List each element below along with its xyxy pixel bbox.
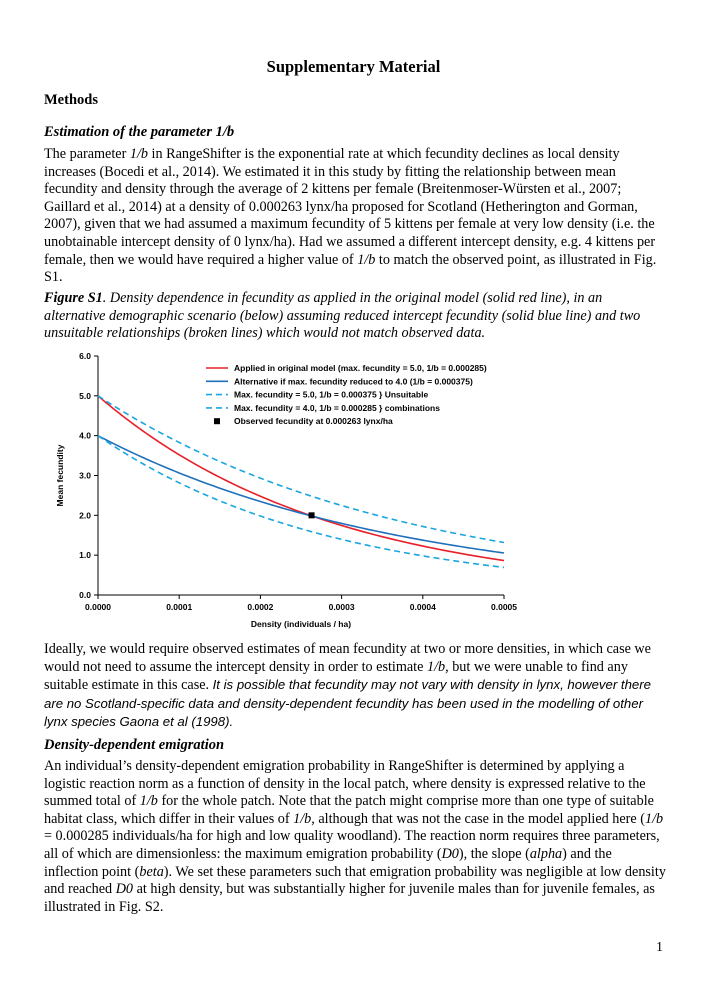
legend-label-2: Alternative if max. fecundity reduced to 4.0 (1/b = 0.000375)	[234, 376, 473, 387]
y-tick-label: 6.0	[79, 351, 91, 361]
x-tick-label: 0.0004	[409, 602, 436, 612]
section1-paragraph-2	[44, 641, 666, 732]
section1-heading: Estimation of the parameter 1/b	[44, 124, 235, 140]
text-run: It is possible that fecundity may not vary with density in lynx, however there are no Scotland-specific data and density-dependent fecundity has been used in the modelling of other lynx species Gaona et al (1998).	[44, 677, 651, 730]
series-line-2	[98, 436, 504, 553]
text-run: alpha	[529, 845, 563, 862]
series-line-4	[98, 436, 504, 568]
x-tick-label: 0.0000	[85, 602, 111, 612]
x-tick-label: 0.0002	[247, 602, 274, 612]
text-run: 1/b	[644, 810, 664, 827]
y-axis-label: Mean fecundity	[55, 444, 65, 507]
text-run: 1/b	[139, 793, 158, 810]
page-number: 1	[656, 940, 663, 955]
text-run: D0	[441, 845, 459, 862]
text-run: at high density, but was substantially higher for juvenile males than for juvenile females, as illustrated in Fig. S2.	[44, 881, 655, 915]
y-tick-label: 4.0	[79, 430, 91, 441]
text-run: to match the observed point, as illustrated in Fig. S1.	[44, 251, 657, 286]
text-run: The parameter	[44, 146, 130, 162]
text-run: in RangeShifter is the exponential rate at which fecundity declines as local density increases (Bocedi et al., 2014). We estimated it in this study by fitting the relationship between mean fecundity and density through the average of 2 kittens per female (Breitenmoser-Würsten et al., 2007; Gaillard et al., 2014) at a density of 0.000263 lynx/ha proposed for Scotland (Hetherington and Gorman, 2007), given that we had assumed a maximum fecundity of 5 kittens per female at very low density (i.e. the unobtainable intercept density of 0 lynx/ha). Had we assumed a different intercept density, e.g. 4 kittens per female, then we would have required a higher value of	[44, 146, 656, 268]
text-run: = 0.000285 individuals/ha for high and low quality woodland). The reaction norm requires three parameters, all of which are dimensionless: the maximum emigration probability (	[44, 828, 660, 862]
text-run: 1/b	[293, 810, 312, 827]
text-run: , but we were unable to find any suitable estimate in this case.	[44, 658, 628, 694]
page-title: Supplementary Material	[266, 57, 441, 76]
section2-heading: Density-dependent emigration	[44, 737, 225, 753]
text-run: . Density dependence in fecundity as applied in the original model (solid red line), in an alternative demographic scenario (below) assuming reduced intercept fecundity (solid blue line) and two unsuitable relationships (broken lines) which would not match observed data.	[44, 290, 641, 342]
text-run: D0	[115, 881, 134, 898]
legend-swatch-point	[214, 418, 220, 424]
legend-label-4: Max. fecundity = 4.0, 1/b = 0.000285 } combinations	[234, 402, 440, 413]
x-axis-label: Density (individuals / ha)	[250, 619, 352, 629]
methods-heading: Methods	[44, 92, 98, 108]
text-run: 1/b	[426, 658, 446, 675]
y-tick-label: 2.0	[79, 510, 91, 521]
text-run: ). We set these parameters such that emigration probability was negligible at low density and reached	[44, 863, 666, 898]
text-run: 1/b	[129, 146, 148, 162]
text-run: Ideally, we would require observed estimates of mean fecundity at two or more densities, in which case we would not need to assume the intercept density in order to estimate	[44, 641, 651, 675]
section1-paragraph-1	[44, 146, 666, 287]
text-run: ), the slope (	[458, 845, 530, 862]
text-run: Figure S1	[44, 290, 103, 306]
text-run: ) and the inflection point (	[44, 845, 612, 880]
y-tick-label: 3.0	[79, 470, 91, 481]
legend-label-1: Applied in original model (max. fecundity = 5.0, 1/b = 0.000285)	[234, 363, 487, 373]
text-run: An individual’s density-dependent emigration probability in RangeShifter is determined by applying a logistic reaction norm as a function of density in the local patch, where density is expressed relative to the summed total of	[44, 758, 646, 810]
legend-label-3: Max. fecundity = 5.0, 1/b = 0.000375 } Unsuitable	[234, 389, 429, 400]
figure-s1-chart	[50, 348, 520, 633]
x-tick-label: 0.0005	[491, 602, 517, 612]
legend-label-point: Observed fecundity at 0.000263 lynx/ha	[234, 416, 393, 427]
section2-paragraph	[44, 758, 666, 916]
text-run: beta	[139, 863, 164, 880]
y-tick-label: 0.0	[79, 590, 91, 600]
y-tick-label: 5.0	[79, 390, 91, 401]
text-run: for the whole patch. Note that the patch might comprise more than one type of suitable habitat class, which differ in their values of	[44, 793, 654, 827]
y-tick-label: 1.0	[79, 550, 91, 561]
text-run: , although that was not the case in the model applied here (	[311, 810, 645, 827]
x-tick-label: 0.0003	[328, 602, 355, 612]
x-tick-label: 0.0001	[166, 602, 193, 612]
figure-s1-caption	[44, 290, 662, 343]
text-run: 1/b	[357, 251, 376, 268]
observed-point-marker	[309, 512, 315, 518]
